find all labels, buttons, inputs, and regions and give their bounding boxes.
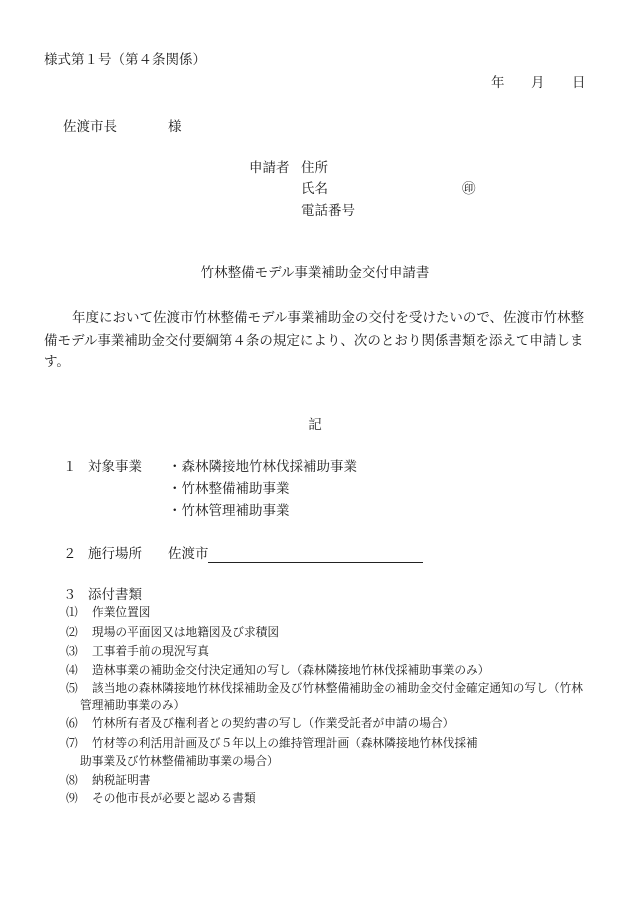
document-title: 竹林整備モデル事業補助金交付申請書 — [200, 265, 430, 281]
location-city: 佐渡市 — [168, 546, 209, 562]
project-option: ・森林隣接地竹林伐採補助事業 — [168, 459, 357, 475]
attachment-text-continued: 管理補助事業のみ） — [80, 698, 186, 712]
attachment-marker: ⑹ — [66, 716, 78, 730]
attachment-marker: ⑼ — [66, 791, 78, 805]
attachment-text: 該当地の森林隣接地竹林伐採補助金及び竹林整備補助金の補助金交付金確定通知の写し（竹林 — [92, 681, 583, 695]
name-label: 氏名 — [301, 181, 328, 197]
attachment-marker: ⑵ — [66, 625, 78, 639]
address-label: 住所 — [301, 160, 328, 176]
form-number: 様式第１号（第４条関係） — [44, 52, 206, 68]
attachment-text: 作業位置図 — [92, 605, 151, 619]
date-year-label: 年 — [491, 75, 505, 91]
section-number: ３ — [63, 587, 77, 603]
attachment-text: 竹林所有者及び権利者との契約書の写し（作業受託者が申請の場合） — [92, 716, 455, 730]
seal-mark: ㊞ — [462, 181, 476, 197]
attachment-text: 現場の平面図又は地籍図及び求積図 — [92, 625, 280, 639]
attachment-marker: ⑷ — [66, 663, 78, 677]
addressee-name: 佐渡市長 — [63, 119, 117, 135]
section-label: 施行場所 — [88, 546, 142, 562]
attachment-text: その他市長が必要と認める書類 — [92, 791, 256, 805]
attachment-text: 納税証明書 — [92, 773, 151, 787]
section-label: 対象事業 — [88, 459, 142, 475]
body-line: す。 — [44, 354, 70, 370]
addressee-honorific: 様 — [168, 119, 182, 135]
body-line: 備モデル事業補助金交付要綱第４条の規定により、次のとおり関係書類を添えて申請しま — [44, 333, 584, 349]
notation-heading: 記 — [308, 417, 322, 433]
section-number: １ — [63, 459, 77, 475]
applicant-label: 申請者 — [249, 160, 290, 176]
date-month-label: 月 — [531, 75, 545, 91]
phone-label: 電話番号 — [301, 203, 355, 219]
attachment-marker: ⑺ — [66, 736, 78, 750]
body-line: 年度において佐渡市竹林整備モデル事業補助金の交付を受けたいので、佐渡市竹林整 — [72, 310, 585, 326]
attachment-marker: ⑴ — [66, 605, 78, 619]
section-label: 添付書類 — [88, 587, 142, 603]
attachment-text: 工事着手前の現況写真 — [92, 644, 209, 658]
date-day-label: 日 — [572, 75, 586, 91]
attachment-text: 造林事業の補助金交付決定通知の写し（森林隣接地竹林伐採補助事業のみ） — [92, 663, 490, 677]
attachment-marker: ⑶ — [66, 644, 78, 658]
project-option: ・竹林整備補助事業 — [168, 481, 290, 497]
project-option: ・竹林管理補助事業 — [168, 503, 290, 519]
attachment-text: 竹材等の利活用計画及び５年以上の維持管理計画（森林隣接地竹林伐採補 — [92, 736, 478, 750]
attachment-text-continued: 助事業及び竹林整備補助事業の場合） — [80, 754, 279, 768]
section-number: ２ — [63, 546, 77, 562]
attachment-marker: ⑸ — [66, 681, 78, 695]
attachment-marker: ⑻ — [66, 773, 78, 787]
location-blank-line — [208, 548, 423, 563]
